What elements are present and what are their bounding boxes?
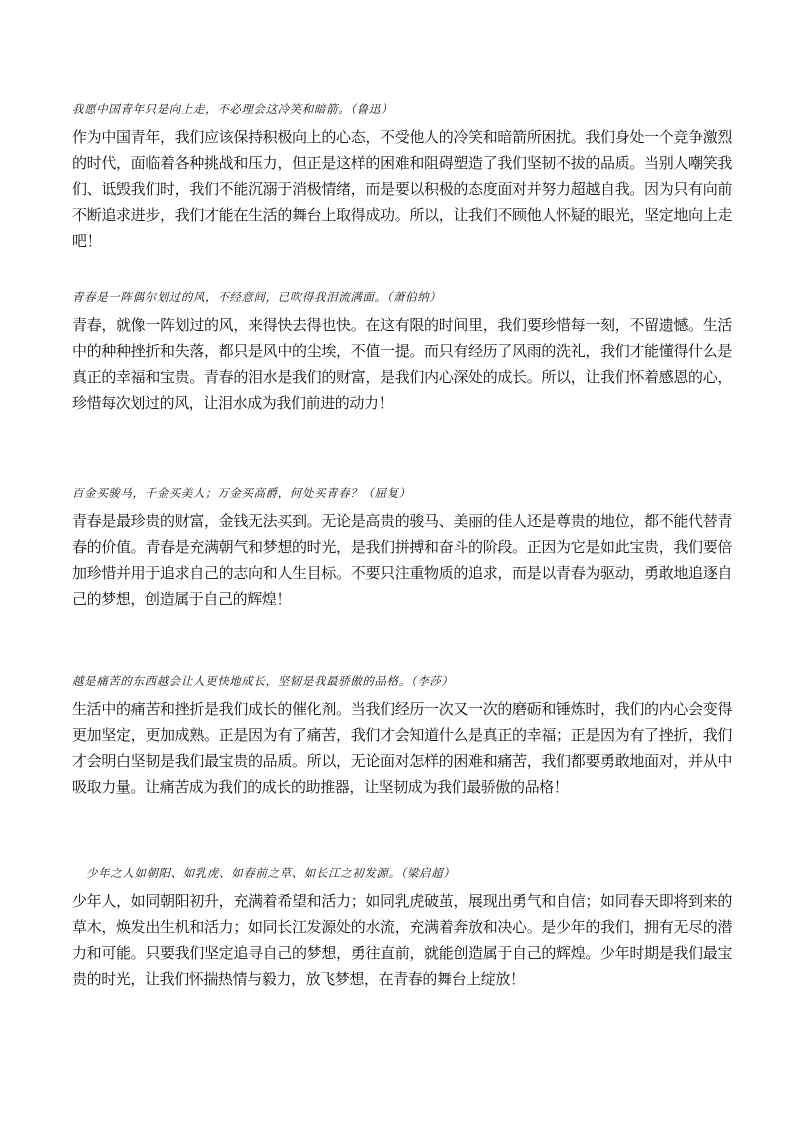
quote-heading: 少年之人如朝阳、如乳虎、如春前之草、如长江之初发源。（梁启超）	[86, 866, 456, 880]
section-4	[72, 672, 732, 800]
section-3	[72, 484, 732, 612]
paragraph: 生活中的痛苦和挫折是我们成长的催化剂。当我们经历一次又一次的磨砺和锤炼时，我们的内心会变得更加坚定，更加成熟。正是因为有了痛苦，我们才会知道什么是真正的幸福；正是因为有了挫折，我们才会明白坚韧是我们最宝贵的品质。所以，无论面对怎样的困难和痛苦，我们都要勇敢地面对，并从中吸取力量。让痛苦成为我们的成长的助推器，让坚韧成为我们最骄傲的品格！	[72, 700, 732, 796]
paragraph: 少年人，如同朝阳初升，充满着希望和活力；如同乳虎破茧，展现出勇气和自信；如同春天即将到来的草木，焕发出生机和活力；如同长江发源处的水流，充满着奔放和决心。是少年的我们，拥有无尽的潜力和可能。只要我们坚定追寻自己的梦想，勇往直前，就能创造属于自己的辉煌。少年时期是我们最宝贵的时光，让我们怀揣热情与毅力，放飞梦想，在青春的舞台上绽放！	[72, 892, 732, 988]
paragraph: 作为中国青年，我们应该保持积极向上的心态，不受他人的冷笑和暗箭所困扰。我们身处一个竞争激烈的时代，面临着各种挑战和压力，但正是这样的困难和阻碍塑造了我们坚韧不拔的品质。当别人嘲笑我们、诋毁我们时，我们不能沉溺于消极情绪，而是要以积极的态度面对并努力超越自我。因为只有向前不断追求进步，我们才能在生活的舞台上取得成功。所以，让我们不顾他人怀疑的眼光，坚定地向上走吧！	[72, 128, 732, 250]
quote-heading: 我愿中国青年只是向上走，不必理会这冷笑和暗箭。（鲁迅）	[72, 102, 393, 116]
paragraph: 青春是最珍贵的财富，金钱无法买到。无论是高贵的骏马、美丽的佳人还是尊贵的地位，都不能代替青春的价值。青春是充满朝气和梦想的时光，是我们拼搏和奋斗的阶段。正因为它是如此宝贵，我们要倍加珍惜并用于追求自己的志向和人生目标。不要只注重物质的追求，而是以青春为驱动，勇敢地追逐自己的梦想，创造属于自己的辉煌！	[72, 512, 732, 608]
section-5	[72, 864, 732, 992]
quote-heading: 青春是一阵偶尔划过的风，不经意间，已吹得我泪流满面。（萧伯纳）	[72, 290, 442, 304]
paragraph: 青春，就像一阵划过的风，来得快去得也快。在这有限的时间里，我们要珍惜每一刻，不留遗憾。生活中的种种挫折和失落，都只是风中的尘埃，不值一提。而只有经历了风雨的洗礼，我们才能懂得什么是真正的幸福和宝贵。青春的泪水是我们的财富，是我们内心深处的成长。所以，让我们怀着感恩的心，珍惜每次划过的风，让泪水成为我们前进的动力！	[72, 316, 732, 412]
section-1	[72, 100, 732, 254]
quote-heading: 百金买骏马，千金买美人；万金买高爵，何处买青春？（屈复）	[72, 486, 411, 500]
quote-heading: 越是痛苦的东西越会让人更快地成长，坚韧是我最骄傲的品格。（李莎）	[72, 674, 454, 688]
section-2	[72, 288, 732, 416]
